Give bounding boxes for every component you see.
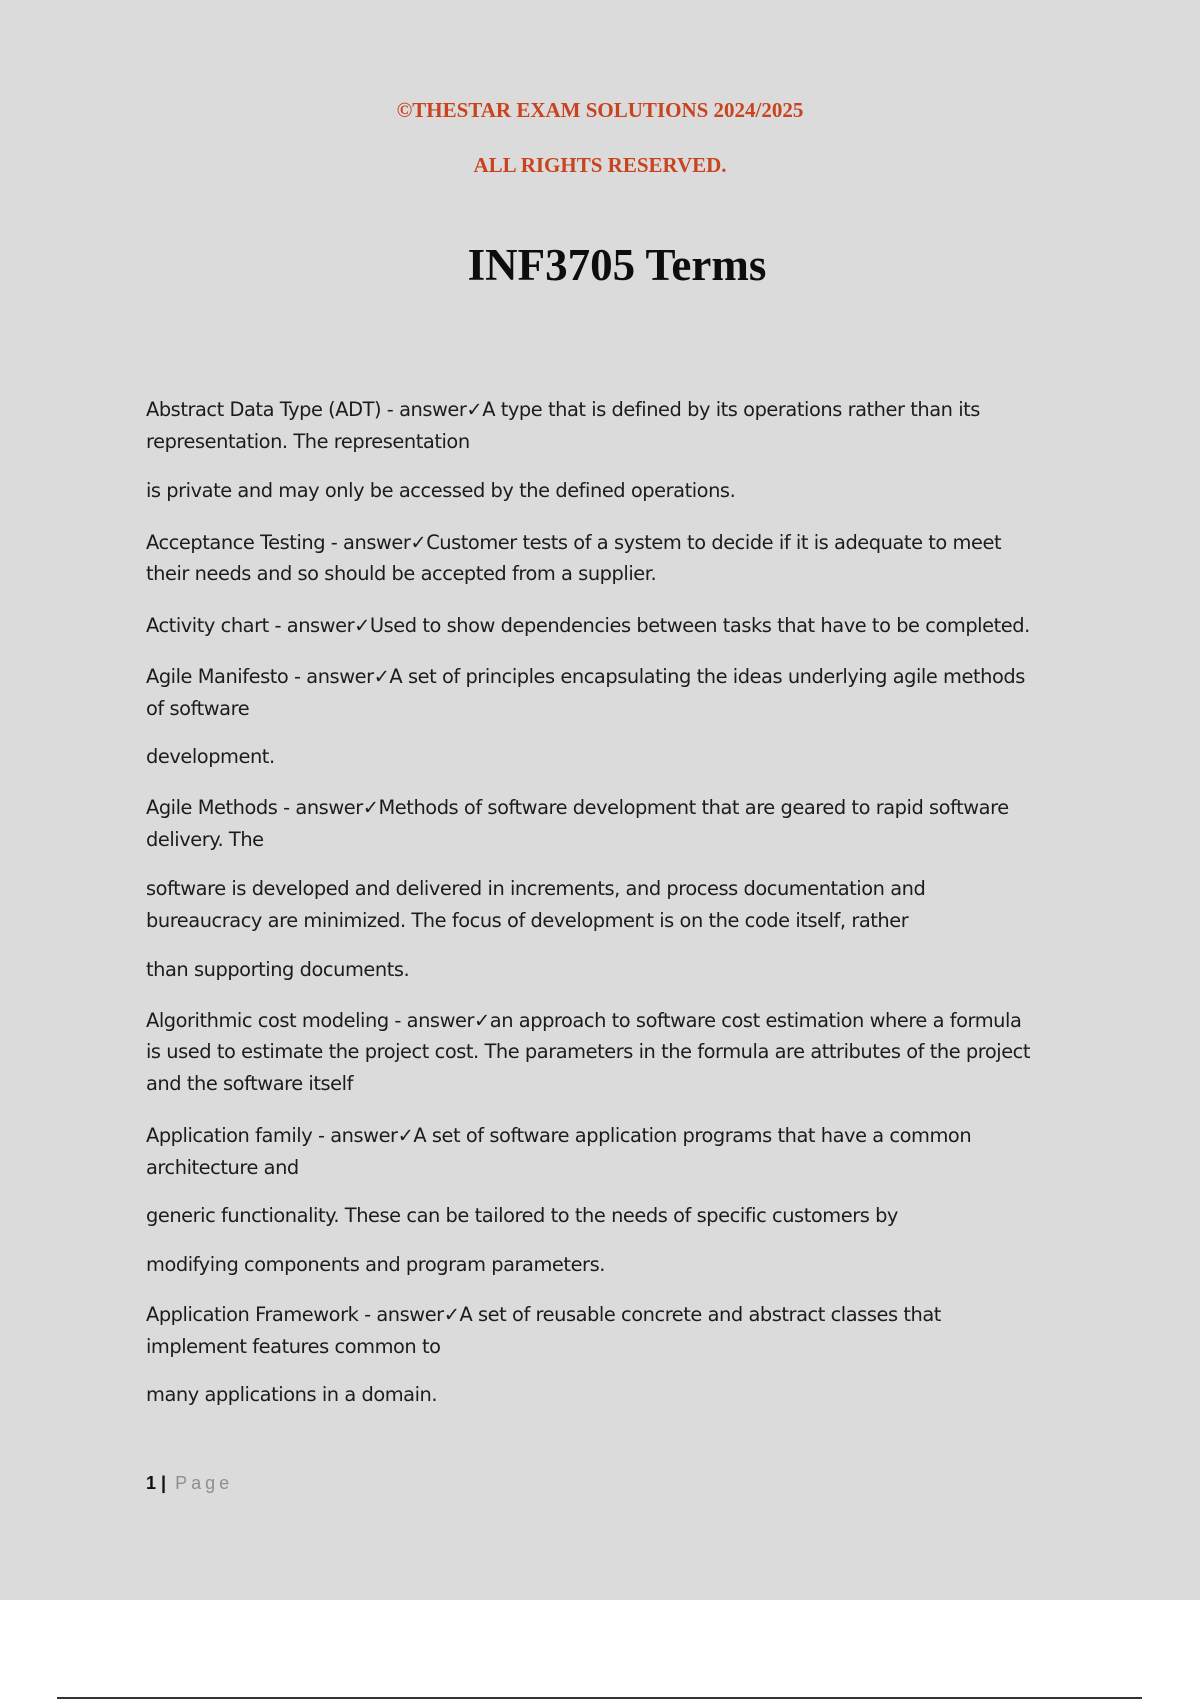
- page-label: Page: [175, 1473, 234, 1493]
- text-line: software is developed and delivered in increments, and process documentation and: [146, 877, 926, 900]
- text-line: many applications in a domain.: [146, 1383, 438, 1406]
- footer-separator: |: [161, 1473, 167, 1493]
- page-footer: [146, 1473, 233, 1494]
- text-line: bureaucracy are minimized. The focus of development is on the code itself, rather: [146, 909, 909, 932]
- text-line: architecture and: [146, 1156, 299, 1179]
- document-title: INF3705 Terms: [467, 240, 767, 290]
- next-page-rule: [57, 1697, 1142, 1699]
- text-line: delivery. The: [146, 828, 264, 851]
- text-line: and the software itself: [146, 1072, 353, 1095]
- text-line: Application Framework - answer✓A set of reusable concrete and abstract classes that: [146, 1303, 941, 1326]
- page-number: 1: [146, 1473, 157, 1493]
- text-line: Algorithmic cost modeling - answer✓an approach to software cost estimation where a formula: [146, 1009, 1022, 1032]
- text-line: of software: [146, 697, 250, 720]
- text-line: is used to estimate the project cost. The parameters in the formula are attributes of the project: [146, 1040, 1031, 1063]
- text-line: Application family - answer✓A set of software application programs that have a common: [146, 1124, 972, 1147]
- text-line: modifying components and program parameters.: [146, 1253, 605, 1276]
- rights-reserved-header: ALL RIGHTS RESERVED.: [473, 153, 727, 177]
- text-line: Activity chart - answer✓Used to show dependencies between tasks that have to be completed.: [146, 614, 1030, 637]
- text-line: Agile Methods - answer✓Methods of software development that are geared to rapid software: [146, 796, 1009, 819]
- text-line: implement features common to: [146, 1335, 441, 1358]
- text-line: representation. The representation: [146, 430, 470, 453]
- copyright-header: ©THESTAR EXAM SOLUTIONS 2024/2025: [396, 98, 804, 122]
- text-line: generic functionality. These can be tailored to the needs of specific customers by: [146, 1204, 898, 1227]
- text-line: development.: [146, 745, 275, 768]
- text-line: Agile Manifesto - answer✓A set of principles encapsulating the ideas underlying agile methods: [146, 665, 1025, 688]
- text-line: their needs and so should be accepted from a supplier.: [146, 562, 657, 585]
- text-line: is private and may only be accessed by the defined operations.: [146, 479, 736, 502]
- text-line: Acceptance Testing - answer✓Customer tests of a system to decide if it is adequate to meet: [146, 531, 1002, 554]
- text-line: Abstract Data Type (ADT) - answer✓A type that is defined by its operations rather than its: [146, 398, 980, 421]
- text-line: than supporting documents.: [146, 958, 410, 981]
